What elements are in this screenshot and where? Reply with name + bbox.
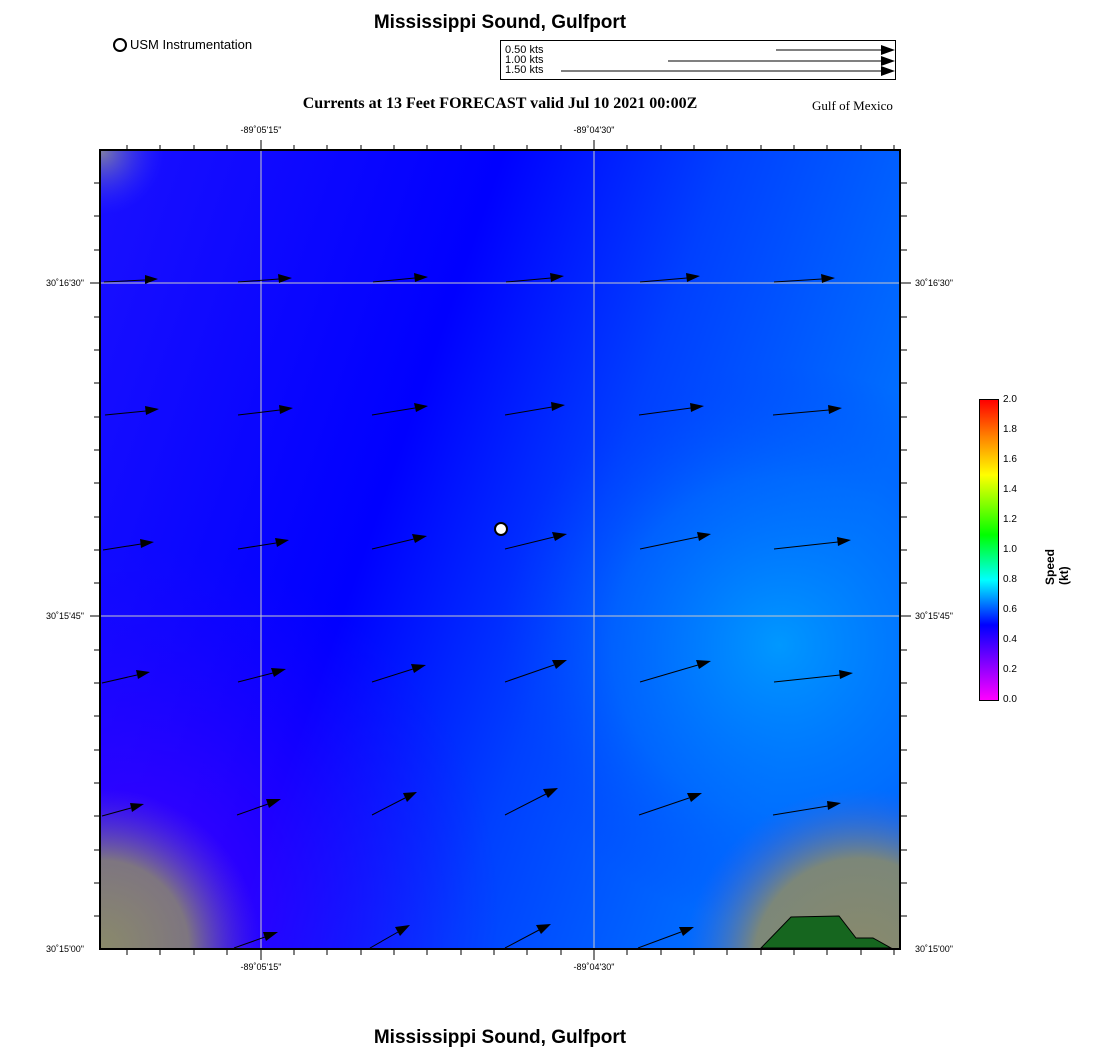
vector-scale-legend [500,40,896,80]
colorbar-title: Speed (kt) [1043,548,1071,585]
current-map-svg [101,151,899,948]
vector-legend-arrowhead [881,45,895,55]
lon-label-top: -89˚04'30" [573,125,615,135]
colorbar-tick-label: 0.2 [1003,664,1017,675]
vector-legend-arrowhead [881,56,895,66]
shoal-area [101,151,899,948]
right-tick-marks [901,149,911,950]
colorbar-tick-label: 1.4 [1003,484,1017,495]
left-tick-marks [90,149,100,950]
top-tick-marks [99,140,901,150]
lon-label-top: -89˚05'15" [240,125,282,135]
colorbar-tick-label: 1.0 [1003,544,1017,555]
vector-legend-arrowhead [881,66,895,76]
lon-label-bottom: -89˚04'30" [573,962,615,972]
current-map [99,149,901,950]
forecast-subtitle: Currents at 13 Feet FORECAST valid Jul 10 2021 00:00Z [302,95,698,112]
station-legend-label: USM Instrumentation [130,37,253,52]
bottom-tick-marks [99,950,901,960]
map-title: Mississippi Sound, Gulfport [373,12,627,33]
colorbar-tick-label: 0.4 [1003,634,1017,645]
lat-label-right: 30˚15'00" [915,944,953,954]
colorbar-tick-label: 2.0 [1003,394,1017,405]
lon-label-bottom: -89˚05'15" [240,962,282,972]
lat-label-right: 30˚16'30" [915,278,953,288]
speed-colorbar [979,399,999,701]
colorbar-tick-label: 1.2 [1003,514,1017,525]
colorbar-tick-label: 0.8 [1003,574,1017,585]
lat-label-left: 30˚16'30" [46,278,84,288]
lat-label-left: 30˚15'45" [46,611,84,621]
footer-title: Mississippi Sound, Gulfport [373,1027,627,1048]
colorbar-tick-label: 0.0 [1003,694,1017,705]
region-label: Gulf of Mexico [812,98,893,113]
vector-legend-label: 0.50 kts [505,44,544,56]
colorbar-tick-label: 1.8 [1003,424,1017,435]
vector-legend-label: 1.50 kts [505,64,544,76]
lat-label-left: 30˚15'00" [46,944,84,954]
station-marker-icon [113,38,127,52]
lat-label-right: 30˚15'45" [915,611,953,621]
usm-station-marker[interactable] [495,523,507,535]
station-legend [113,37,252,52]
colorbar-tick-label: 0.6 [1003,604,1017,615]
colorbar-tick-label: 1.6 [1003,454,1017,465]
vector-legend-label: 1.00 kts [505,54,544,66]
vector-legend-arrows [501,41,895,79]
